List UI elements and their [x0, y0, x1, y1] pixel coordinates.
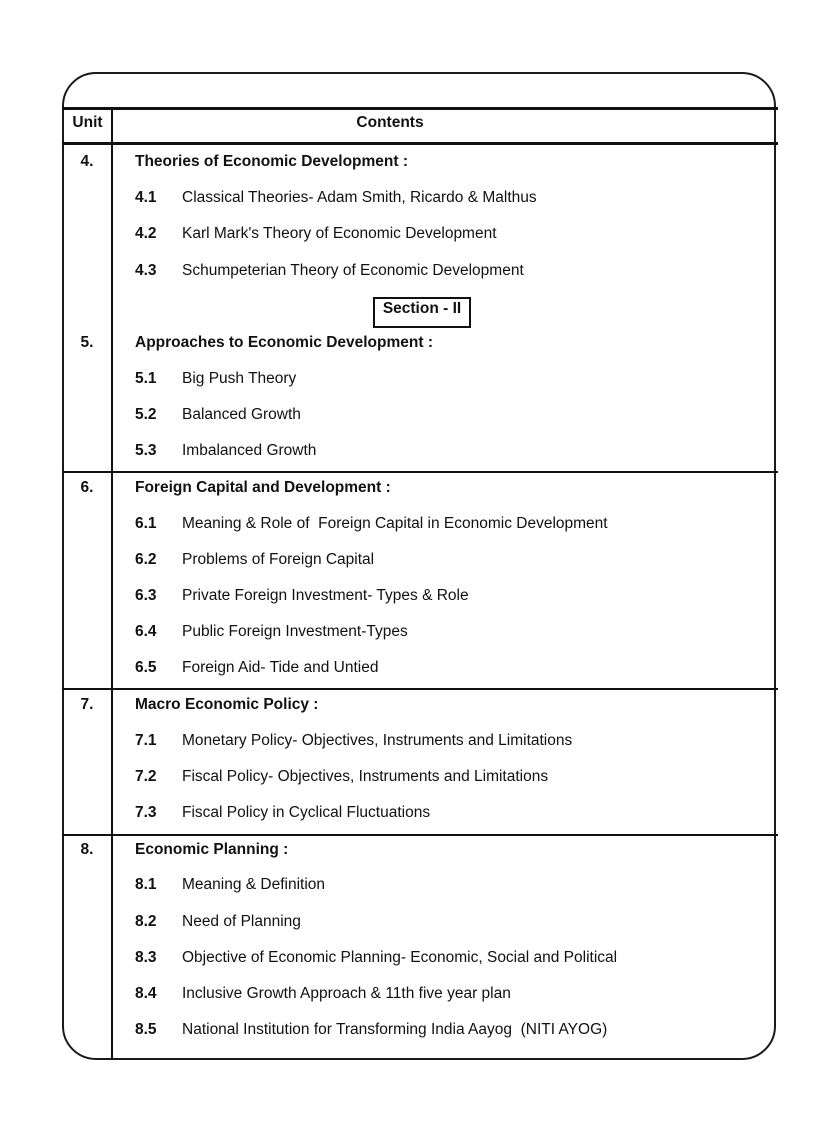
unit-title: Theories of Economic Development : — [135, 153, 409, 170]
topic-text: Need of Planning — [182, 913, 301, 930]
header-bottom-rule — [62, 142, 778, 145]
topic-text: Meaning & Definition — [182, 876, 326, 893]
topic-text: Big Push Theory — [182, 370, 297, 387]
topic-number: 6.2 — [135, 551, 157, 568]
topic-number: 6.4 — [135, 623, 157, 640]
header-top-rule — [62, 107, 778, 110]
topic-text: Inclusive Growth Approach & 11th five year plan — [182, 985, 511, 1002]
topic-number: 6.1 — [135, 515, 157, 532]
unit-number: 7. — [80, 696, 94, 713]
topic-text: Public Foreign Investment-Types — [182, 623, 408, 640]
topic-text: Objective of Economic Planning- Economic, Social and Political — [182, 949, 618, 966]
topic-number: 6.3 — [135, 587, 157, 604]
unit-number: 6. — [80, 479, 94, 496]
topic-number: 4.1 — [135, 189, 157, 206]
unit-title: Macro Economic Policy : — [135, 696, 319, 713]
topic-number: 7.1 — [135, 732, 157, 749]
topic-number: 4.2 — [135, 225, 157, 242]
topic-number: 8.2 — [135, 913, 157, 930]
topic-number: 8.3 — [135, 949, 157, 966]
unit-number: 4. — [80, 153, 94, 170]
topic-number: 6.5 — [135, 659, 157, 676]
topic-text: Karl Mark's Theory of Economic Development — [182, 225, 497, 242]
topic-number: 8.4 — [135, 985, 157, 1002]
column-header-contents: Contents — [356, 114, 424, 131]
topic-text: National Institution for Transforming India Aayog (NITI AYOG) — [182, 1021, 608, 1038]
topic-text: Meaning & Role of Foreign Capital in Economic Development — [182, 515, 608, 532]
topic-number: 5.2 — [135, 406, 157, 423]
topic-text: Imbalanced Growth — [182, 442, 317, 459]
topic-text: Fiscal Policy in Cyclical Fluctuations — [182, 804, 431, 821]
syllabus-frame — [62, 72, 776, 1060]
topic-number: 5.3 — [135, 442, 157, 459]
topic-number: 7.2 — [135, 768, 157, 785]
row-divider-unit-8 — [62, 834, 778, 836]
topic-number: 5.1 — [135, 370, 157, 387]
topic-number: 7.3 — [135, 804, 157, 821]
topic-text: Schumpeterian Theory of Economic Development — [182, 262, 524, 279]
column-divider — [111, 108, 113, 1060]
topic-text: Classical Theories- Adam Smith, Ricardo & Malthus — [182, 189, 537, 206]
topic-text: Private Foreign Investment- Types & Role — [182, 587, 469, 604]
row-divider-unit-6 — [62, 471, 778, 473]
section-label-box — [373, 297, 471, 328]
unit-number: 5. — [80, 334, 94, 351]
column-header-unit: Unit — [72, 114, 103, 131]
topic-text: Monetary Policy- Objectives, Instruments and Limitations — [182, 732, 573, 749]
unit-number: 8. — [80, 841, 94, 858]
section-label: Section - II — [382, 300, 462, 317]
topic-text: Fiscal Policy- Objectives, Instruments and Limitations — [182, 768, 549, 785]
topic-text: Foreign Aid- Tide and Untied — [182, 659, 379, 676]
unit-title: Foreign Capital and Development : — [135, 479, 391, 496]
topic-text: Problems of Foreign Capital — [182, 551, 375, 568]
unit-title: Approaches to Economic Development : — [135, 334, 433, 351]
topic-text: Balanced Growth — [182, 406, 301, 423]
unit-title: Economic Planning : — [135, 841, 289, 858]
row-divider-unit-7 — [62, 688, 778, 690]
topic-number: 8.5 — [135, 1021, 157, 1038]
topic-number: 4.3 — [135, 262, 157, 279]
topic-number: 8.1 — [135, 876, 157, 893]
